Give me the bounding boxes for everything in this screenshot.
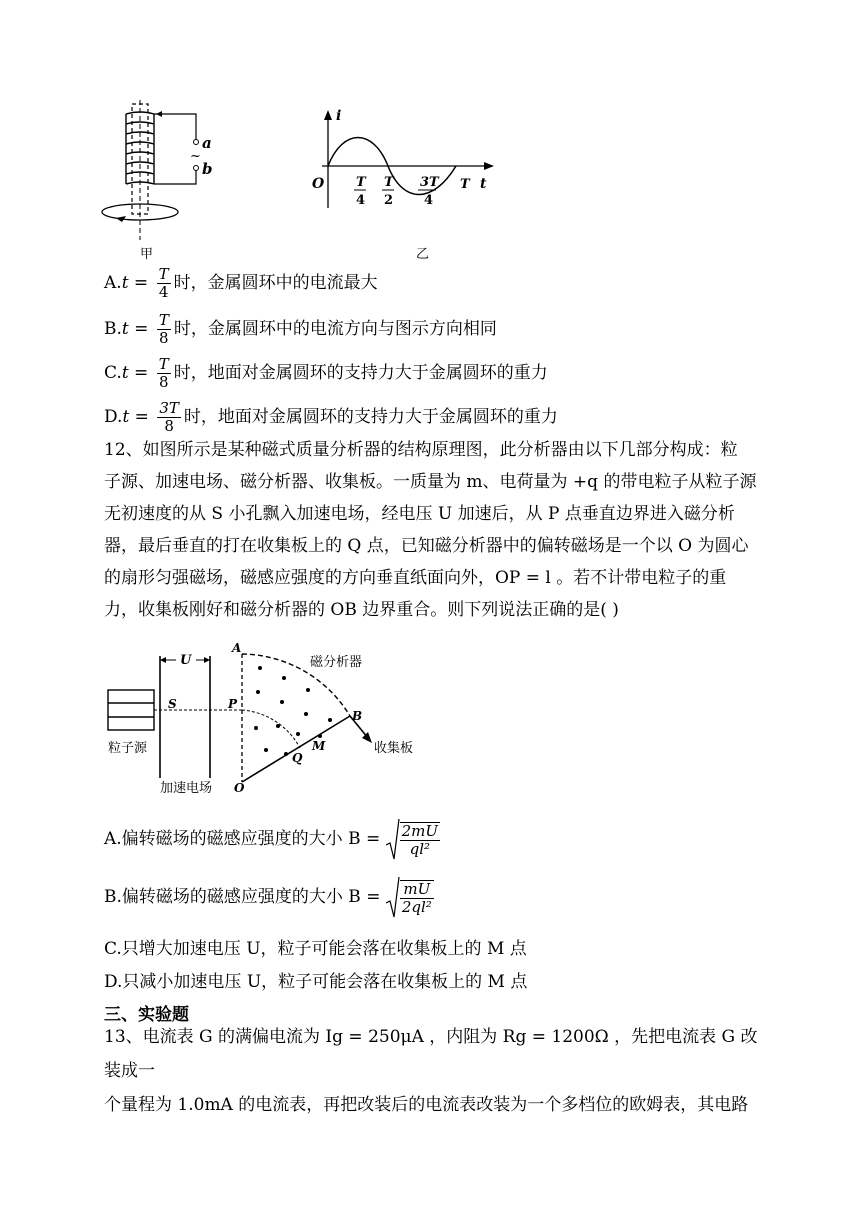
origin-label: O	[312, 176, 325, 192]
source-label: 粒子源	[108, 741, 148, 756]
figure-sine-graph	[308, 108, 508, 218]
figure-mass-analyzer	[100, 640, 440, 800]
collector-label: 收集板	[374, 741, 414, 756]
svg-text:T: T	[460, 177, 470, 192]
voltage-label: U	[180, 653, 192, 668]
svg-text:T: T	[384, 175, 394, 190]
point-s: S	[168, 697, 177, 711]
ac-symbol: ~	[190, 149, 201, 164]
terminal-b: b	[202, 160, 213, 178]
q12-option-b: B.偏转磁场的磁感应强度的大小 B = $\frac{mU}{\text{2ql²}}$	[104, 874, 437, 921]
point-m: M	[312, 739, 326, 753]
axis-i-label: i	[336, 108, 342, 124]
point-p: P	[228, 697, 238, 711]
svg-text:3T: 3T	[420, 175, 439, 190]
svg-text:2: 2	[384, 193, 394, 208]
point-o: O	[234, 781, 245, 795]
q12-option-d: D.只减小加速电压 U，粒子可能会落在收集板上的 M 点	[104, 972, 528, 992]
terminal-a: a	[202, 134, 212, 152]
point-a: A	[232, 641, 242, 655]
q11-option-b: B.t = $\frac{T}{8}$ 时，金属圆环中的电流方向与图示方向相同	[104, 311, 497, 347]
svg-text:4: 4	[424, 193, 434, 208]
point-b: B	[352, 709, 363, 723]
svg-text:T: T	[356, 175, 366, 190]
q12-option-a: A.偏转磁场的磁感应强度的大小 B = $\frac{2mU}{\text{ql²}}$	[104, 816, 443, 863]
figure-label-yi: 乙	[416, 247, 430, 262]
section-heading: 三、实验题	[104, 1005, 189, 1025]
q11-option-c: C.t = $\frac{T}{8}$ 时，地面对金属圆环的支持力大于金属圆环的重力	[104, 355, 548, 391]
axis-t-label: t	[480, 176, 487, 192]
q12-stem: 12、如图所示是某种磁式质量分析器的结构原理图，此分析器由以下几部分构成：粒 子源、加速电场、磁分析器、收集板。一质量为 m、电荷量为 +q 的带电粒子从粒子源 无初速度的从 S 小孔飘入加速电场，经电压 U 加速后，从 P 点垂直边界进入磁分析 器，最后垂直的打在收集板上的 Q 点，已知磁分析器中的偏转磁场是一个以 O 为圆心 的扇形匀强磁场，磁感应强度的方向垂直纸面向外，OP = l 。若不计带电粒子的重 力，收集板刚好和磁分析器的 OB 边界重合。则下列说法正确的是( )	[104, 440, 757, 620]
q12-option-c: C.只增大加速电压 U，粒子可能会落在收集板上的 M 点	[104, 939, 527, 959]
q11-option-a: A.t = $\frac{T}{4}$ 时，金属圆环中的电流最大	[104, 265, 378, 301]
q11-option-d: D.t = $\frac{3T}{8}$ 时，地面对金属圆环的支持力大于金属圆环的重力	[104, 399, 558, 435]
analyzer-label: 磁分析器	[310, 655, 363, 670]
point-q: Q	[292, 751, 303, 765]
svg-text:4: 4	[356, 193, 366, 208]
figure-label-jia: 甲	[140, 247, 154, 262]
q13-stem: 13、电流表 G 的满偏电流为 Ig = 250μA ，内阻为 Rg = 1200Ω ，先把电流表 G 改装成一 个量程为 1.0mA 的电流表，再把改装后的电流表改装为一个多档位的欧姆表，其电路	[104, 1027, 758, 1115]
accel-label: 加速电场	[160, 781, 213, 796]
figure-coil	[96, 100, 246, 250]
